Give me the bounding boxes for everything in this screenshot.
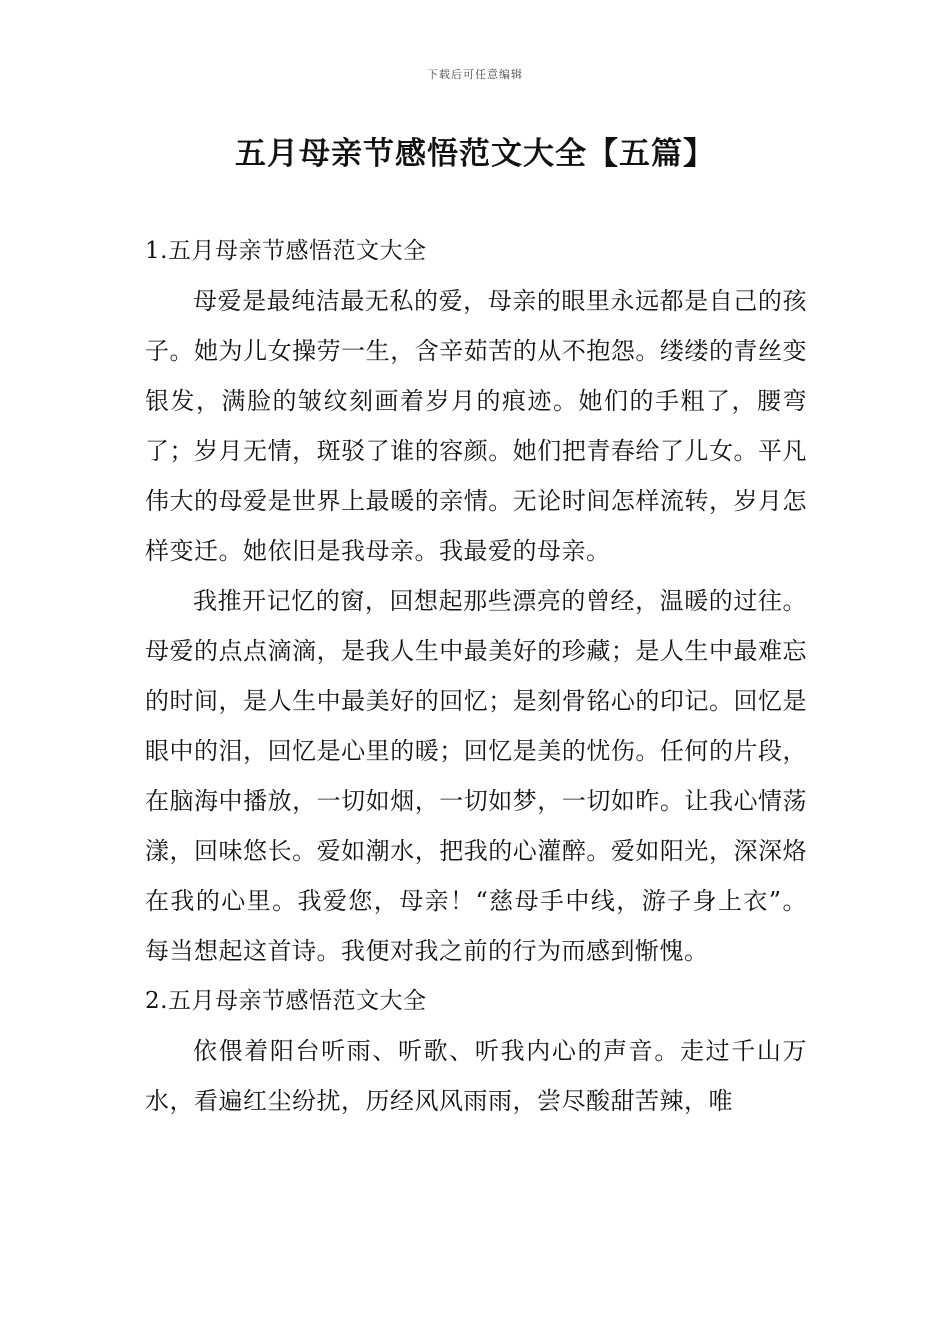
section-heading: 2.五月母亲节感悟范文大全: [145, 988, 427, 1014]
header-note: 下载后可任意编辑: [427, 68, 523, 81]
paragraph: 依偎着阳台听雨、听歌、听我内心的声音。走过千山万水，看遍红尘纷扰，历经风风雨雨，尝尽酸甜苦辣，唯: [145, 1037, 807, 1115]
paragraph: 母爱是最纯洁最无私的爱，母亲的眼里永远都是自己的孩子。她为儿女操劳一生，含辛茹苦的从不抱怨。缕缕的青丝变银发，满脸的皱纹刻画着岁月的痕迹。她们的手粗了，腰弯了；岁月无情，斑驳了谁的容颜。她们把青春给了儿女。平凡伟大的母爱是世界上最暖的亲情。无论时间怎样流转，岁月怎样变迁。她依旧是我母亲。我最爱的母亲。: [145, 287, 807, 565]
section-heading: 1.五月母亲节感悟范文大全: [145, 238, 427, 264]
document-body: [145, 226, 807, 1126]
paragraph: 我推开记忆的窗，回想起那些漂亮的曾经，温暖的过往。母爱的点点滴滴，是我人生中最美好的珍藏；是人生中最难忘的时间，是人生中最美好的回忆；是刻骨铭心的印记。回忆是眼中的泪，回忆是心里的暖；回忆是美的忧伤。任何的片段，在脑海中播放，一切如烟，一切如梦，一切如昨。让我心情荡漾，回味悠长。爱如潮水，把我的心灌醉。爱如阳光，深深烙在我的心里。我爱您，母亲！“慈母手中线，游子身上衣”。每当想起这首诗。我便对我之前的行为而感到惭愧。: [145, 587, 807, 965]
document-title: 五月母亲节感悟范文大全【五篇】: [235, 136, 715, 172]
section-1: [145, 226, 807, 976]
section-2: [145, 976, 807, 1126]
